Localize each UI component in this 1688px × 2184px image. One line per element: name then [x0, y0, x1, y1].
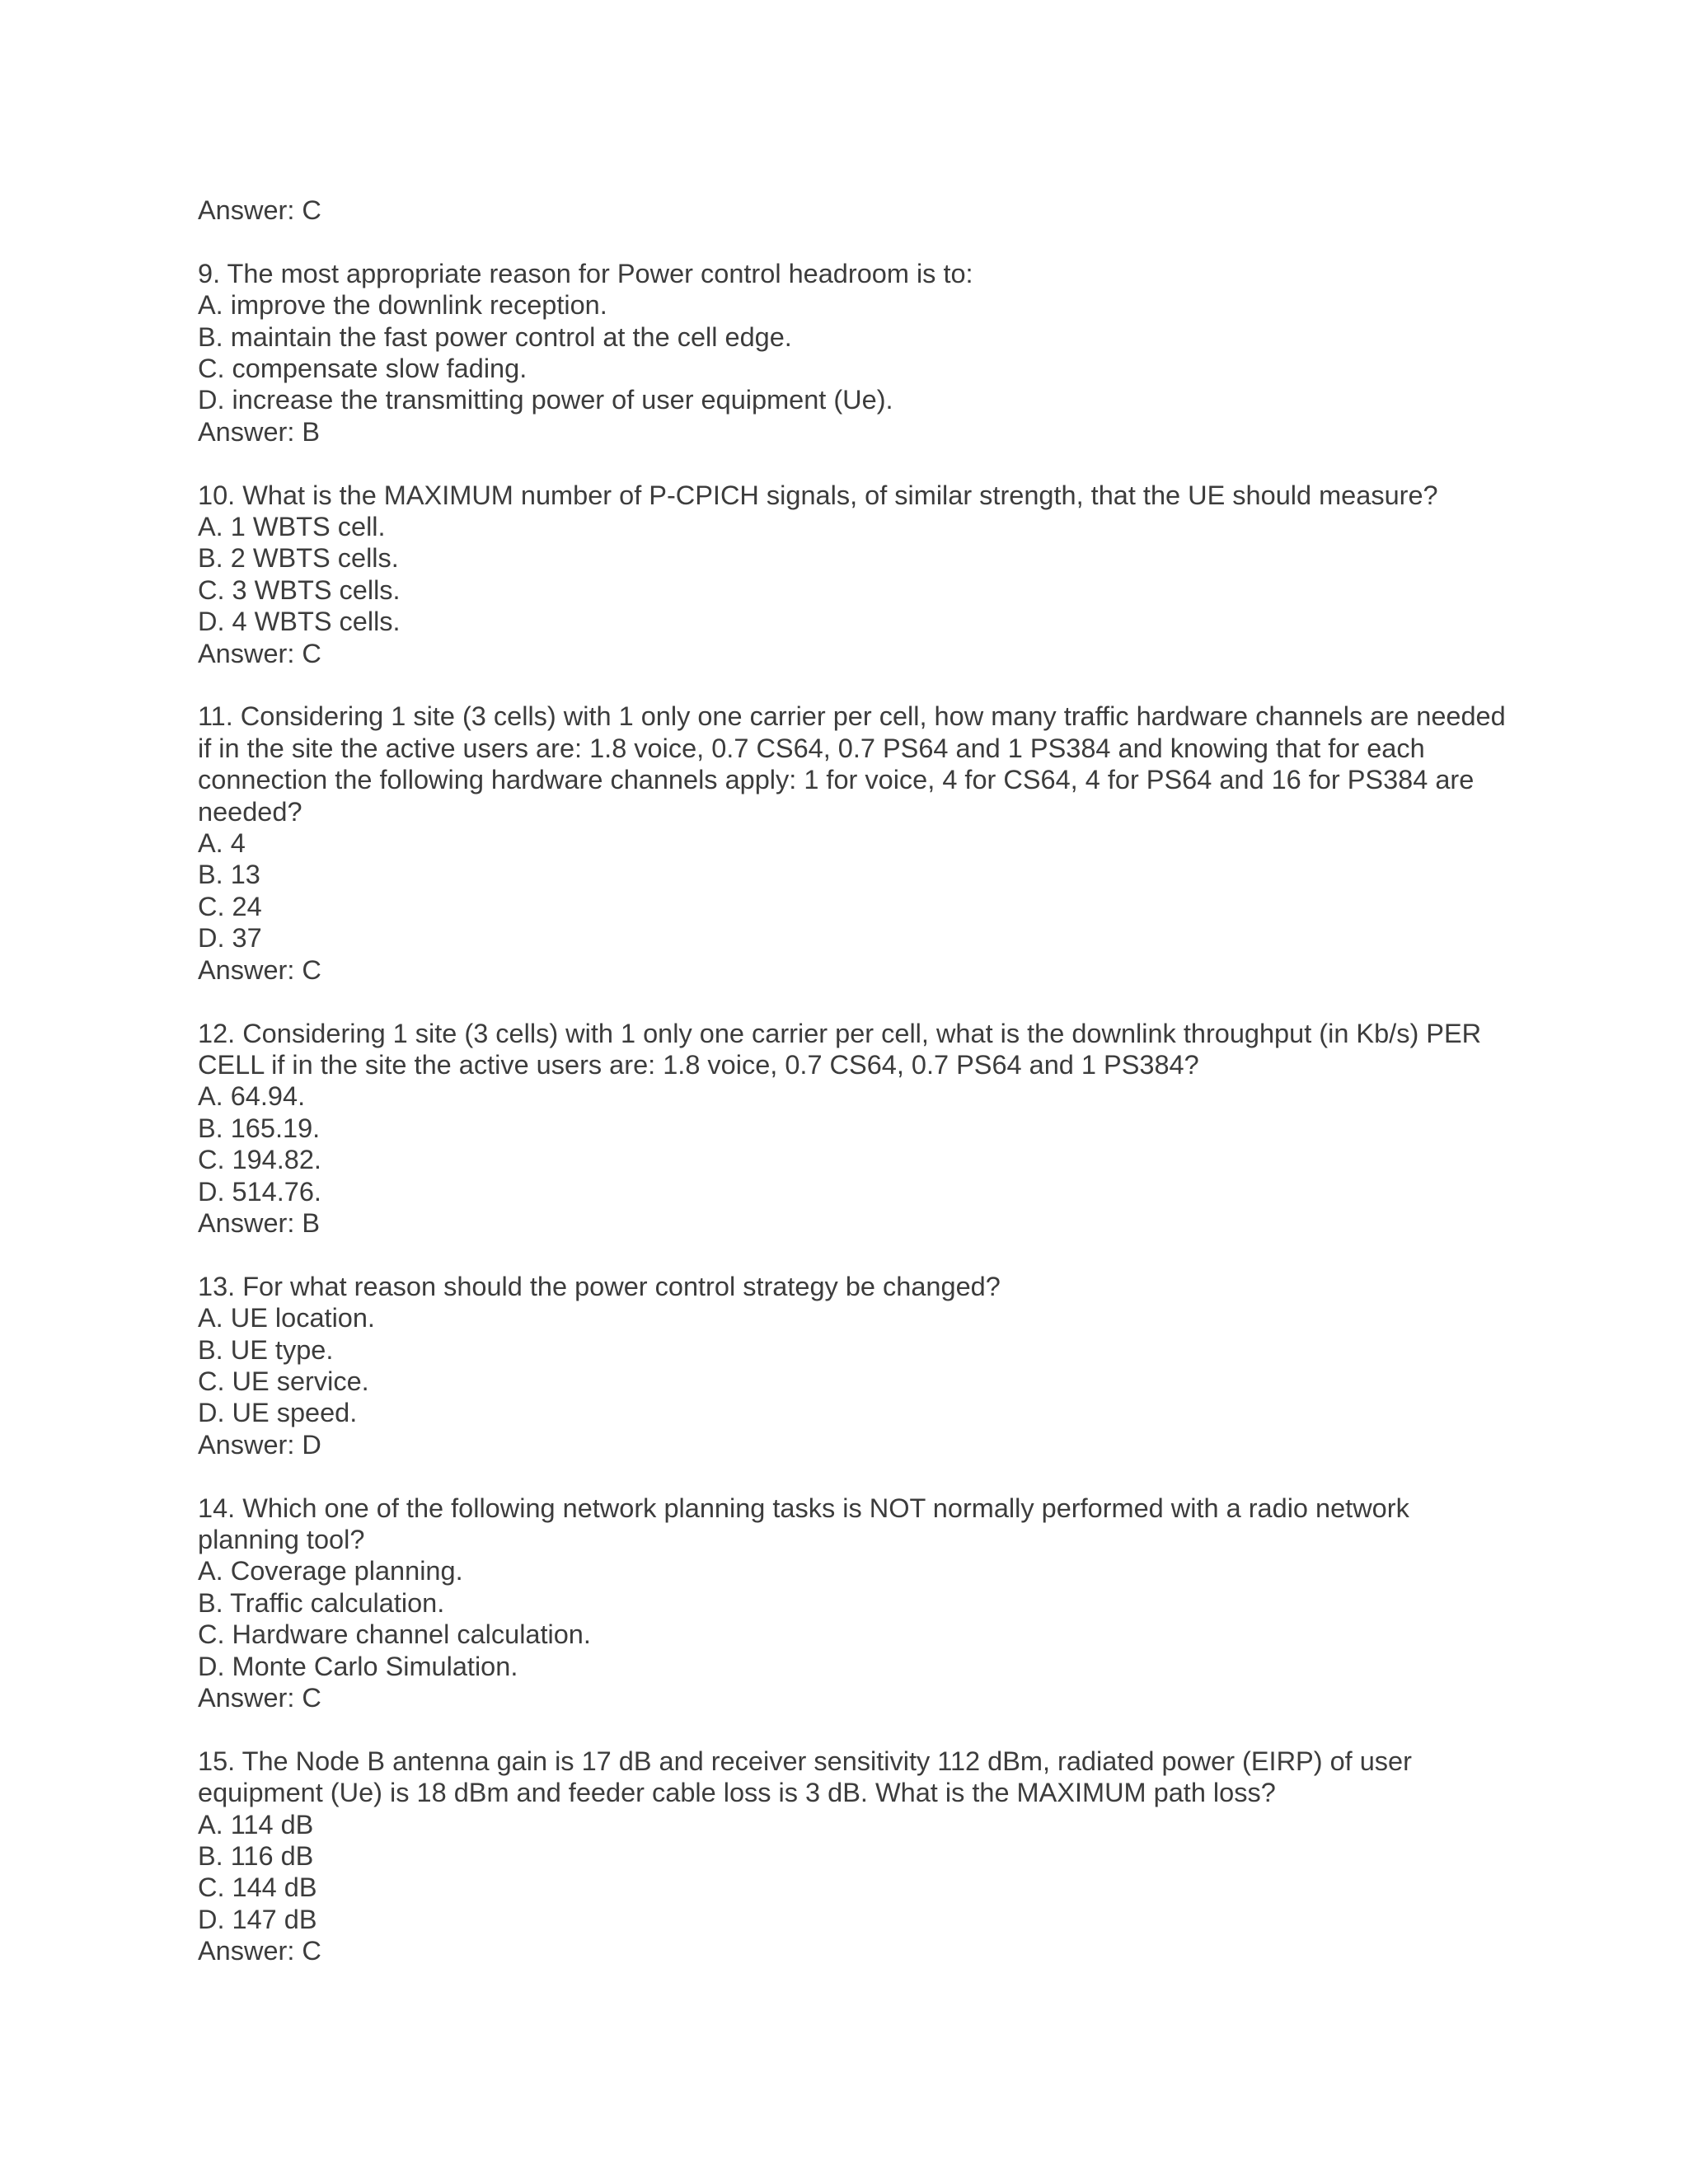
answer: Answer: C: [198, 638, 321, 668]
option-d: D. 4 WBTS cells.: [198, 607, 401, 637]
option-b: B. 116 dB: [198, 1841, 314, 1872]
option-a: A. UE location.: [198, 1303, 375, 1333]
option-c: C. compensate slow fading.: [198, 354, 528, 384]
option-a: A. 1 WBTS cell.: [198, 512, 386, 542]
answer: Answer: C: [198, 1683, 321, 1713]
question-12: [198, 1018, 1517, 1240]
question-text: 10. What is the MAXIMUM number of P-CPICH signals, of similar strength, that the UE should measure?: [198, 480, 1438, 510]
document-page: [198, 194, 1517, 1967]
question-text: 9. The most appropriate reason for Power control headroom is to:: [198, 258, 973, 288]
answer: Answer: C: [198, 954, 321, 985]
question-11: [198, 701, 1517, 986]
option-d: D. 147 dB: [198, 1904, 317, 1934]
question-text: 12. Considering 1 site (3 cells) with 1 only one carrier per cell, what is the downlink throughput (in Kb/s) PER CELL if in the site the active users are: 1.8 voice, 0.7 CS64, 0.7 PS64 and 1 PS384?: [198, 1018, 1482, 1080]
option-a: A. Coverage planning.: [198, 1556, 463, 1586]
option-b: B. maintain the fast power control at the cell edge.: [198, 321, 792, 352]
option-d: D. 514.76.: [198, 1176, 321, 1207]
question-9: [198, 258, 1517, 448]
answer: Answer: B: [198, 1207, 321, 1238]
previous-answer: Answer: C: [198, 195, 321, 225]
option-b: B. UE type.: [198, 1334, 334, 1365]
answer: Answer: B: [198, 416, 321, 447]
option-a: A. improve the downlink reception.: [198, 290, 607, 321]
option-a: A. 4: [198, 828, 246, 859]
option-d: D. UE speed.: [198, 1398, 358, 1428]
option-c: C. Hardware channel calculation.: [198, 1619, 591, 1650]
option-c: C. UE service.: [198, 1366, 369, 1396]
question-10: [198, 480, 1517, 669]
question-text: 11. Considering 1 site (3 cells) with 1 only one carrier per cell, how many traffic hardware channels are needed if in the site the active users are: 1.8 voice, 0.7 CS64, 0.7 PS64 and 1 PS384 and knowing that for each connection the following hardware channels apply: 1 for voice, 4 for CS64, 4 for PS64 and 16 for PS384 are needed?: [198, 701, 1506, 827]
option-b: B. Traffic calculation.: [198, 1587, 445, 1618]
option-d: D. increase the transmitting power of user equipment (Ue).: [198, 385, 893, 415]
option-d: D. Monte Carlo Simulation.: [198, 1651, 518, 1681]
question-text: 14. Which one of the following network planning tasks is NOT normally performed with a radio network planning tool?: [198, 1493, 1409, 1554]
option-b: B. 2 WBTS cells.: [198, 543, 399, 574]
option-a: A. 64.94.: [198, 1081, 306, 1112]
option-a: A. 114 dB: [198, 1809, 314, 1840]
option-d: D. 37: [198, 923, 262, 954]
answer: Answer: D: [198, 1429, 321, 1460]
question-text: 13. For what reason should the power control strategy be changed?: [198, 1271, 1001, 1301]
question-14: [198, 1493, 1517, 1714]
question-text: 15. The Node B antenna gain is 17 dB and receiver sensitivity 112 dBm, radiated power (EIRP) of user equipment (Ue) is 18 dBm and feeder cable loss is 3 dB. What is the MAXIMUM path loss?: [198, 1746, 1412, 1808]
option-b: B. 165.19.: [198, 1113, 321, 1143]
option-c: C. 194.82.: [198, 1145, 321, 1175]
question-13: [198, 1271, 1517, 1460]
option-c: C. 144 dB: [198, 1872, 317, 1903]
question-15: [198, 1746, 1517, 1967]
option-c: C. 24: [198, 891, 262, 921]
answer: Answer: C: [198, 1936, 321, 1966]
option-b: B. 13: [198, 860, 260, 890]
option-c: C. 3 WBTS cells.: [198, 574, 401, 605]
